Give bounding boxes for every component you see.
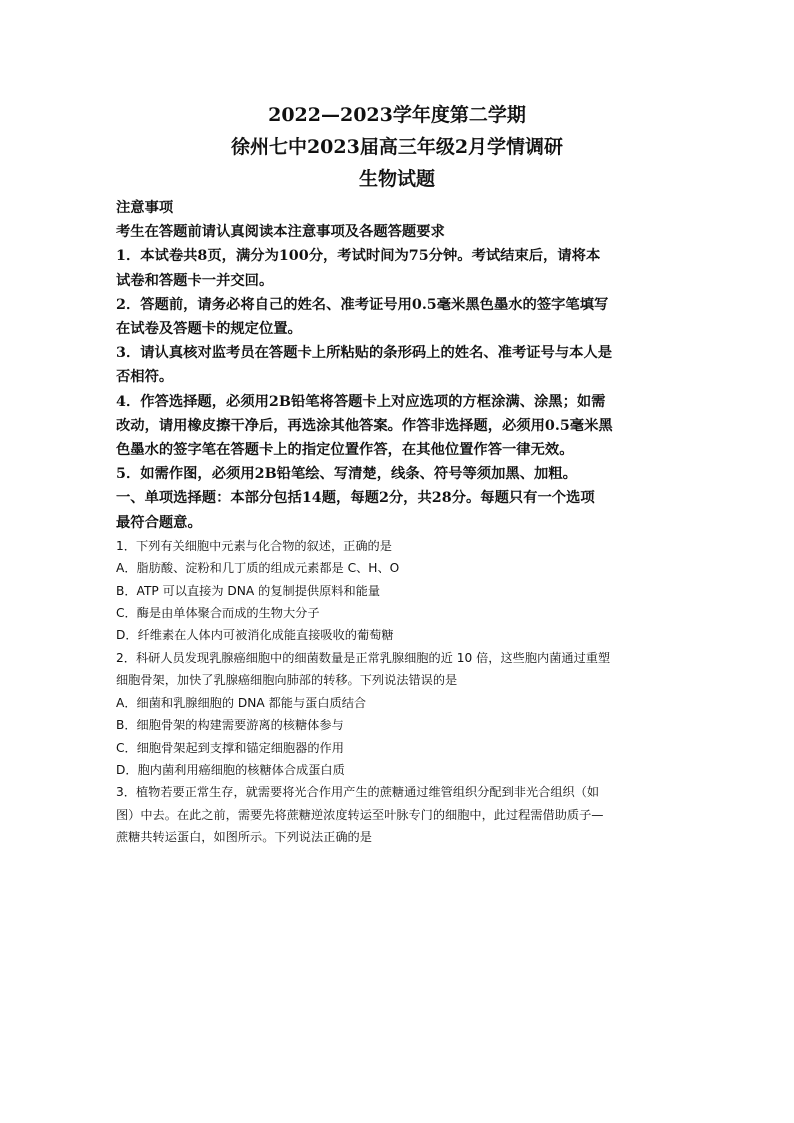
section-heading: 最符合题意。 <box>116 514 202 531</box>
exam-body <box>116 196 681 849</box>
question-line: 2．科研人员发现乳腺癌细胞中的细菌数量是正常乳腺细胞的近 10 倍，这些胞内菌通过重塑 <box>116 650 611 665</box>
question-option: C．酶是由单体聚合而成的生物大分子 <box>116 606 320 621</box>
question-line: 细胞骨架，加快了乳腺癌细胞向肺部的转移。下列说法错误的是 <box>116 673 458 688</box>
question-line: 蔗糖共转运蛋白，如图所示。下列说法正确的是 <box>116 830 372 845</box>
notice-line: 2．答题前，请务必将自己的姓名、准考证号用0.5毫米黑色墨水的签字笔填写 <box>116 296 609 313</box>
exam-subject-title: 生物试题 <box>358 168 435 190</box>
question-option: A．细菌和乳腺细胞的 DNA 都能与蛋白质结合 <box>116 695 367 710</box>
question-line: 1．下列有关细胞中元素与化合物的叙述，正确的是 <box>116 538 392 553</box>
question-option: B．ATP 可以直接为 DNA 的复制提供原料和能量 <box>116 583 381 598</box>
question-line: 图）中去。在此之前，需要先将蔗糖逆浓度转运至叶脉专门的细胞中，此过程需借助质子— <box>116 807 604 822</box>
notice-line: 改动，请用橡皮擦干净后，再选涂其他答案。作答非选择题，必须用0.5毫米黑 <box>116 417 613 434</box>
question-option: D．纤维素在人体内可被消化成能直接吸收的葡萄糖 <box>116 628 394 643</box>
question-line: 3．植物若要正常生存，就需要将光合作用产生的蔗糖通过维管组织分配到非光合组织（如 <box>116 785 600 800</box>
question-option: C．细胞骨架起到支撑和锚定细胞器的作用 <box>116 740 344 755</box>
notice-line: 否相符。 <box>116 369 174 386</box>
notice-line: 4．作答选择题，必须用2B铅笔将答题卡上对应选项的方框涂满、涂黑；如需 <box>116 393 606 410</box>
notice-line: 3．请认真核对监考员在答题卡上所粘贴的条形码上的姓名、准考证号与本人是 <box>116 345 613 362</box>
exam-school-title: 徐州七中2023届高三年级2月学情调研 <box>230 136 564 158</box>
notice-line: 1．本试卷共8页，满分为100分，考试时间为75分钟。考试结束后，请将本 <box>116 248 601 265</box>
exam-year-title: 2022—2023学年度第二学期 <box>268 104 526 126</box>
notice-line: 5．如需作图，必须用2B铅笔绘、写清楚，线条、符号等须加黑、加粗。 <box>116 466 577 483</box>
section-heading: 一、单项选择题：本部分包括14题，每题2分，共28分。每题只有一个选项 <box>116 490 595 507</box>
notice-heading: 注意事项 <box>116 200 174 216</box>
question-option: B．细胞骨架的构建需要游离的核糖体参与 <box>116 718 344 733</box>
notice-line: 色墨水的签字笔在答题卡上的指定位置作答，在其他位置作答一律无效。 <box>116 442 574 459</box>
notice-line: 试卷和答题卡一并交回。 <box>116 272 274 289</box>
notice-line: 在试卷及答题卡的规定位置。 <box>116 321 302 338</box>
question-option: D．胞内菌利用癌细胞的核糖体合成蛋白质 <box>116 762 345 777</box>
notice-intro: 考生在答题前请认真阅读本注意事项及各题答题要求 <box>116 224 445 241</box>
question-option: A．脂肪酸、淀粉和几丁质的组成元素都是 C、H、O <box>116 561 400 576</box>
